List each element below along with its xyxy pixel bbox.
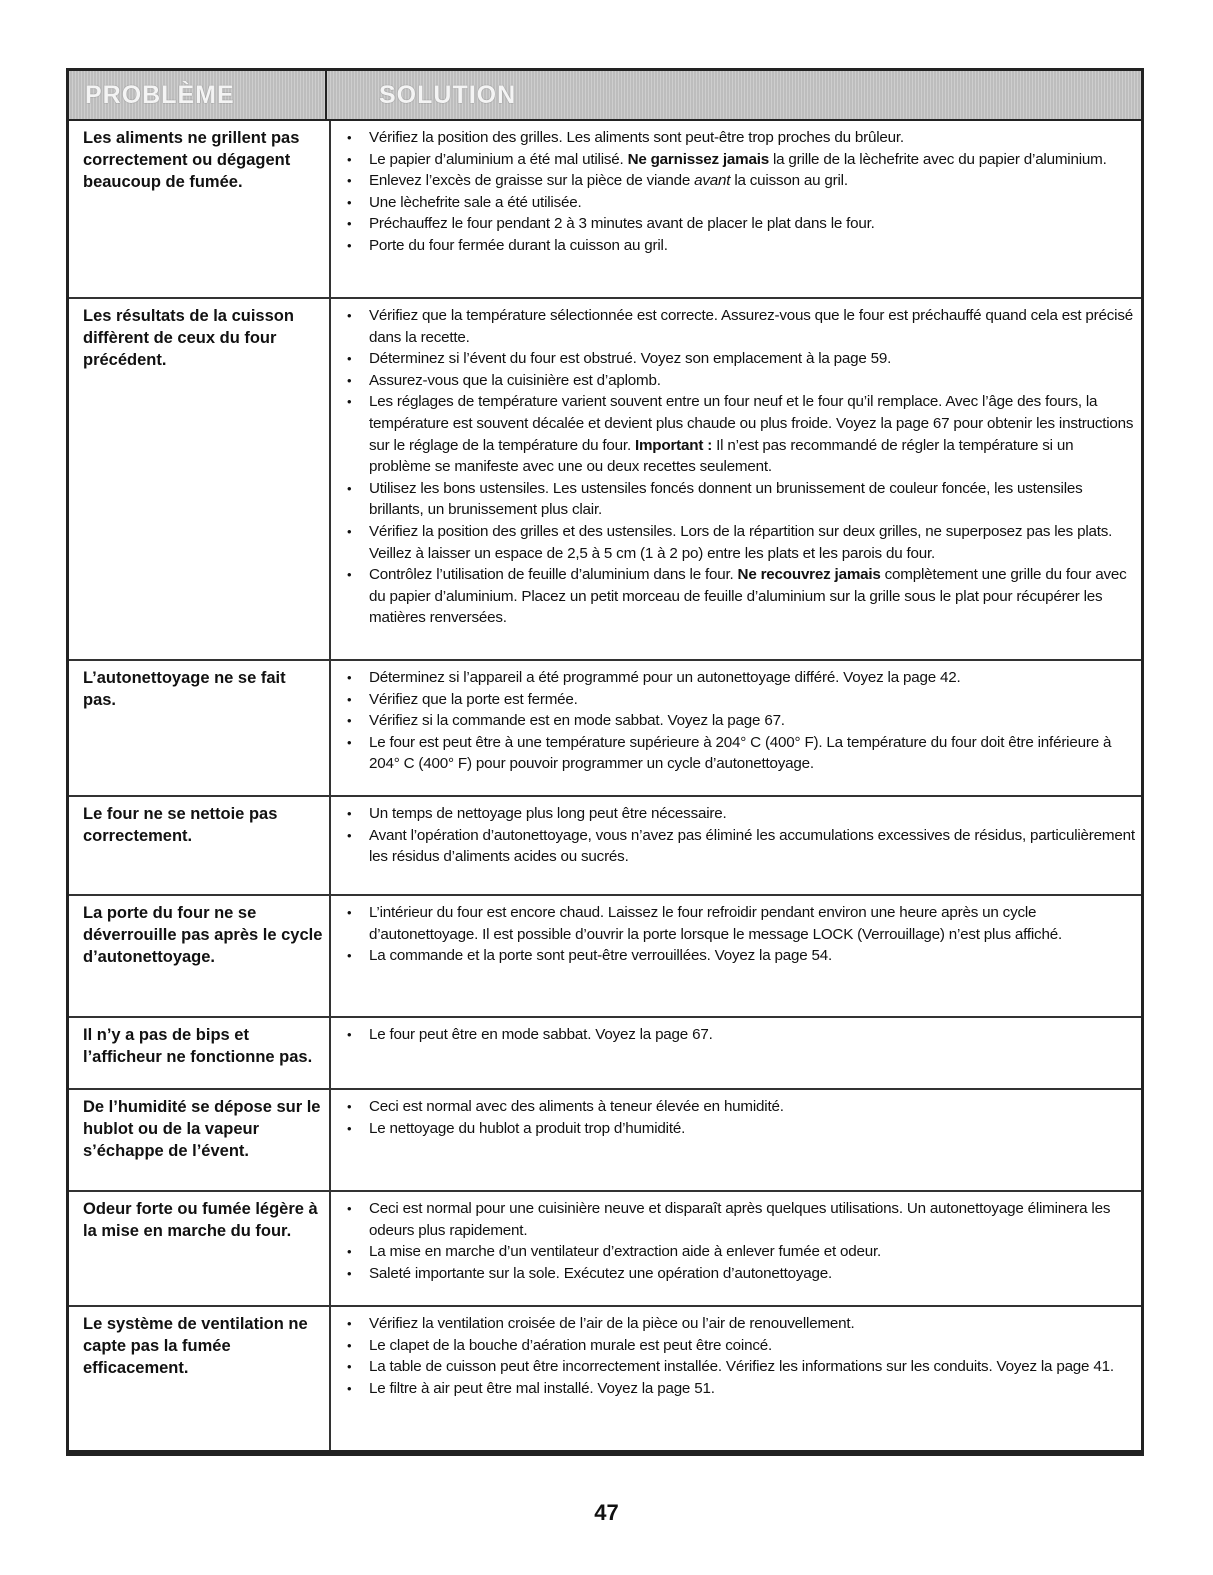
solution-list xyxy=(341,1198,1135,1284)
solution-item xyxy=(341,667,1135,689)
solution-list xyxy=(341,803,1135,868)
table-row xyxy=(69,797,1141,896)
solution-text: la grille de la lèchefrite avec du papier d’aluminium. xyxy=(768,150,1107,168)
problem-cell: Les résultats de la cuisson diffèrent de ceux du four précédent. xyxy=(69,299,331,659)
table-row xyxy=(69,121,1141,299)
solution-item xyxy=(341,170,1135,192)
table-row xyxy=(69,896,1141,1018)
solution-text: Ceci est normal avec des aliments à teneur élevée en humidité. xyxy=(369,1098,784,1115)
solution-text: complètement une grille du four avec du papier d’aluminium. Placez un petit morceau de feuille d’aluminium sur la grille sous le plat pour récupérer les matières renversées. xyxy=(369,566,1127,627)
solution-item xyxy=(341,370,1135,392)
solution-text: Vérifiez que la porte est fermée. xyxy=(369,690,578,708)
solution-text: Le filtre à air peut être mal installé. Voyez la page 51. xyxy=(369,1379,715,1397)
problem-cell: Il n’y a pas de bips et l’afficheur ne fonctionne pas. xyxy=(69,1018,331,1088)
solution-text: Vérifiez que la température sélectionnée est correcte. Assurez-vous que le four est préchauffé quand cela est précisé dans la recette. xyxy=(369,307,1133,346)
solution-text: Le papier d’aluminium a été mal utilisé. xyxy=(369,150,628,168)
table-body xyxy=(69,121,1141,1450)
problem-cell: De l’humidité se dépose sur le hublot ou de la vapeur s’échappe de l’évent. xyxy=(69,1090,331,1190)
solution-text: Porte du four fermée durant la cuisson au gril. xyxy=(369,236,668,254)
solution-text: Une lèchefrite sale a été utilisée. xyxy=(369,193,582,211)
table-row xyxy=(69,299,1141,661)
solution-cell xyxy=(331,661,1141,795)
table-header xyxy=(69,71,1141,121)
solution-text: avant xyxy=(694,172,731,190)
solution-list xyxy=(341,1313,1135,1399)
solution-item xyxy=(341,803,1135,825)
solution-list xyxy=(341,127,1135,257)
problem-cell: Le système de ventilation ne capte pas la fumée efficacement. xyxy=(69,1307,331,1450)
solution-text: Un temps de nettoyage plus long peut être nécessaire. xyxy=(369,805,727,822)
emphasis-text: Ne recouvrez jamais xyxy=(737,566,881,584)
solution-text: Vérifiez la position des grilles. Les aliments sont peut-être trop proches du brûleur. xyxy=(369,129,904,146)
solution-cell xyxy=(331,1192,1141,1305)
solution-item xyxy=(341,902,1135,945)
table-row xyxy=(69,1307,1141,1450)
solution-text: Le clapet de la bouche d’aération murale est peut être coincé. xyxy=(369,1336,772,1354)
table-row xyxy=(69,1192,1141,1307)
solution-item xyxy=(341,689,1135,711)
problem-cell: Le four ne se nettoie pas correctement. xyxy=(69,797,331,894)
solution-item xyxy=(341,1313,1135,1335)
solution-text: Ceci est normal pour une cuisinière neuve et disparaît après quelques utilisations. Un autonettoyage éliminera les odeurs plus rapidement. xyxy=(369,1200,1111,1239)
solution-text: Enlevez l’excès de graisse sur la pièce de viande xyxy=(369,172,695,190)
solution-list xyxy=(341,902,1135,967)
solution-item xyxy=(341,192,1135,214)
solution-item xyxy=(341,1096,1135,1118)
solution-list xyxy=(341,667,1135,775)
solution-cell xyxy=(331,1018,1141,1088)
solution-text: Les réglages de température varient souvent entre un four neuf et le four qu’il remplace. Avec l’âge des fours, la température est souvent décalée et devient plus chaude ou plus froide. Voyez la page 67 pour obtenir les instructions sur le réglage de la température du four. xyxy=(369,393,1134,454)
solution-item xyxy=(341,213,1135,235)
emphasis-text: Important : xyxy=(634,436,713,454)
solution-item xyxy=(341,710,1135,732)
solution-text: Déterminez si l’évent du four est obstrué. Voyez son emplacement à la page 59. xyxy=(369,350,892,368)
solution-item xyxy=(341,127,1135,149)
solution-text: Vérifiez la position des grilles et des ustensiles. Lors de la répartition sur deux grilles, ne superposez pas les plats. Veillez à laisser un espace de 2,5 à 5 cm (1 à 2 po) entre les plats et les parois du four. xyxy=(369,522,1113,562)
solution-item xyxy=(341,478,1135,521)
solution-text: Utilisez les bons ustensiles. Les ustensiles foncés donnent un brunissement de couleur foncée, les ustensiles brillants, un brunissement plus clair. xyxy=(369,479,1083,519)
table-row xyxy=(69,661,1141,797)
solution-text: Le nettoyage du hublot a produit trop d’humidité. xyxy=(369,1119,686,1137)
problem-cell: Odeur forte ou fumée légère à la mise en marche du four. xyxy=(69,1192,331,1305)
solution-text: L’intérieur du four est encore chaud. Laissez le four refroidir pendant environ une heure après un cycle d’autonettoyage. Il est possible d’ouvrir la porte lorsque le message LOCK (Verrouillage) n’est plus affiché. xyxy=(369,904,1062,943)
table-row xyxy=(69,1090,1141,1192)
solution-item xyxy=(341,391,1135,477)
solution-text: La table de cuisson peut être incorrectement installée. Vérifiez les informations sur les conduits. Voyez la page 41. xyxy=(369,1358,1114,1376)
problem-column-header: PROBLÈME xyxy=(69,71,327,119)
solution-cell xyxy=(331,121,1141,297)
solution-text: Avant l’opération d’autonettoyage, vous n’avez pas éliminé les accumulations excessives de résidus, particulièrement les résidus d’aliments acides ou sucrés. xyxy=(369,826,1135,866)
solution-text: Assurez-vous que la cuisinière est d’aplomb. xyxy=(369,371,661,389)
solution-cell xyxy=(331,1307,1141,1450)
solution-text: Vérifiez si la commande est en mode sabbat. Voyez la page 67. xyxy=(369,712,785,730)
problem-cell: L’autonettoyage ne se fait pas. xyxy=(69,661,331,795)
solution-item xyxy=(341,521,1135,564)
page-number: 47 xyxy=(594,1500,619,1525)
solution-item xyxy=(341,945,1135,967)
solution-text: La mise en marche d’un ventilateur d’extraction aide à enlever fumée et odeur. xyxy=(369,1243,882,1261)
solution-cell xyxy=(331,299,1141,659)
solution-item xyxy=(341,1198,1135,1241)
solution-column-header: SOLUTION xyxy=(379,81,517,109)
problem-cell: La porte du four ne se déverrouille pas après le cycle d’autonettoyage. xyxy=(69,896,331,1016)
solution-list xyxy=(341,1096,1135,1139)
problem-cell: Les aliments ne grillent pas correctement ou dégagent beaucoup de fumée. xyxy=(69,121,331,297)
solution-text: Contrôlez l’utilisation de feuille d’aluminium dans le four. xyxy=(369,566,738,584)
solution-item xyxy=(341,235,1135,257)
solution-item xyxy=(341,1118,1135,1140)
emphasis-text: Ne garnissez jamais xyxy=(627,150,769,168)
troubleshooting-table xyxy=(66,68,1144,1456)
solution-list xyxy=(341,305,1135,629)
solution-item xyxy=(341,1378,1135,1400)
solution-text: Saleté importante sur la sole. Exécutez une opération d’autonettoyage. xyxy=(369,1264,833,1282)
solution-text: Il n’est pas recommandé de régler la température si un problème se manifeste avec une ou deux recettes seulement. xyxy=(369,436,1074,476)
solution-cell xyxy=(331,1090,1141,1190)
solution-item xyxy=(341,1356,1135,1378)
table-row xyxy=(69,1018,1141,1090)
solution-text: Déterminez si l’appareil a été programmé pour un autonettoyage différé. Voyez la page 42. xyxy=(369,669,961,686)
solution-item xyxy=(341,1241,1135,1263)
solution-cell xyxy=(331,797,1141,894)
solution-item xyxy=(341,149,1135,171)
solution-item xyxy=(341,1024,1135,1046)
solution-item xyxy=(341,825,1135,868)
solution-item xyxy=(341,732,1135,775)
solution-item xyxy=(341,1335,1135,1357)
solution-item xyxy=(341,305,1135,348)
solution-list xyxy=(341,1024,1135,1046)
solution-cell xyxy=(331,896,1141,1016)
solution-item xyxy=(341,348,1135,370)
solution-text: Le four peut être en mode sabbat. Voyez la page 67. xyxy=(369,1026,713,1043)
solution-text: La commande et la porte sont peut-être verrouillées. Voyez la page 54. xyxy=(369,947,833,965)
solution-text: Le four est peut être à une température supérieure à 204° C (400° F). La température du four doit être inférieure à 204° C (400° F) pour pouvoir programmer un cycle d’autonettoyage. xyxy=(369,733,1112,773)
solution-text: la cuisson au gril. xyxy=(730,172,848,190)
solution-text: Vérifiez la ventilation croisée de l’air de la pièce ou l’air de renouvellement. xyxy=(369,1315,855,1332)
solution-item xyxy=(341,564,1135,629)
solution-item xyxy=(341,1263,1135,1285)
solution-text: Préchauffez le four pendant 2 à 3 minutes avant de placer le plat dans le four. xyxy=(369,215,875,233)
